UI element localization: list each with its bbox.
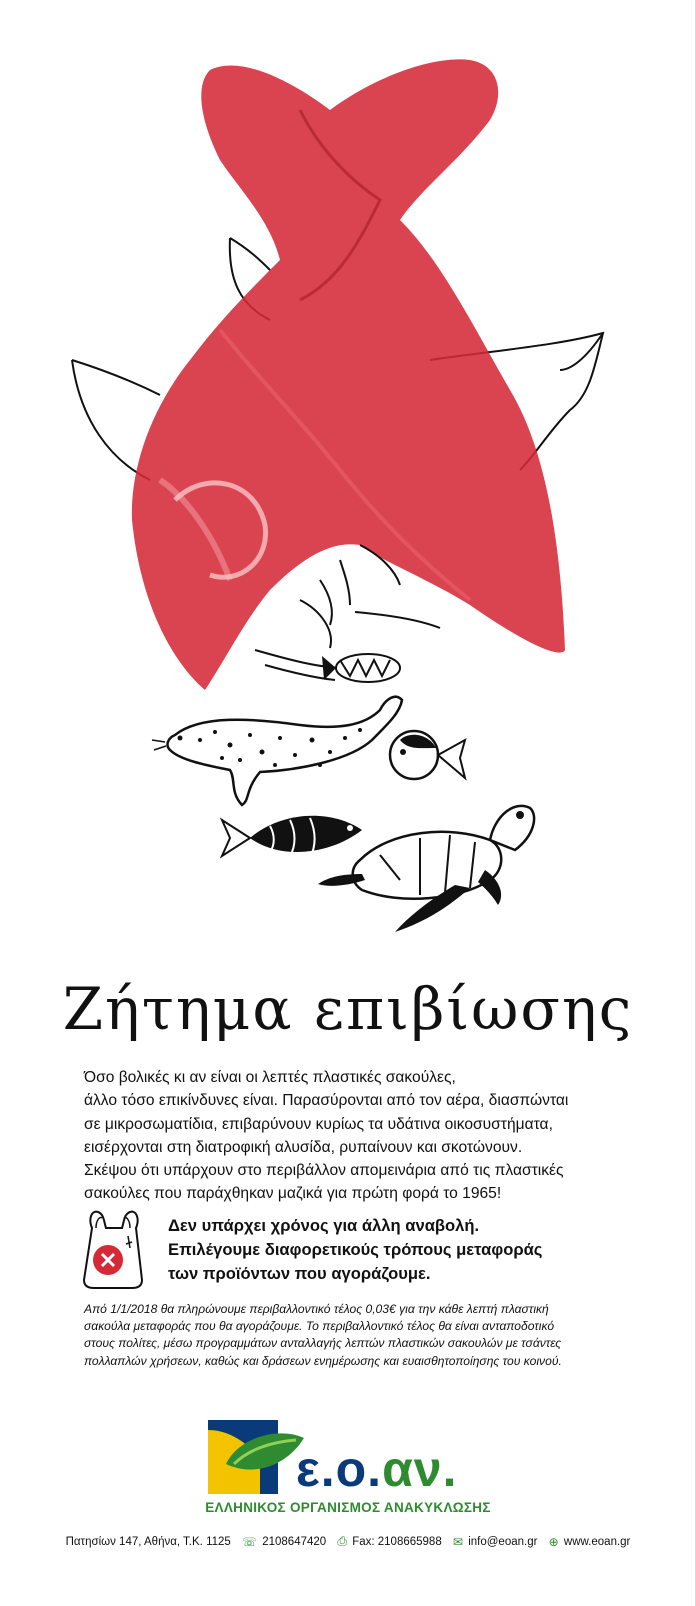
callout-line: των προϊόντων που αγοράζουμε. [168,1264,431,1283]
phone: 2108647420 [262,1535,327,1548]
body-paragraph [84,1066,644,1206]
fine-print-line: Από 1/1/2018 θα πληρώνουμε περιβαλλοντικό τέλος 0,03€ για την κάθε λεπτή πλαστική [84,1302,549,1316]
fax: Fax: 2108665988 [352,1535,442,1548]
fax-icon: ⎙ [337,1534,347,1548]
dark-fish-icon [222,816,362,858]
org-name: ΕΛΛΗΝΙΚΟΣ ΟΡΓΑΝΙΣΜΟΣ ΑΝΑΚΥΚΛΩΣΗΣ [205,1500,491,1515]
body-line: σε μικροσωματίδια, επιβαρύνουν κυρίως τα υδάτινα οικοσυστήματα, [84,1115,553,1133]
body-line: Σκέψου ότι υπάρχουν στο περιβάλλον απομεινάρια από τις πλαστικές [84,1162,564,1180]
logo-wordmark [296,1440,458,1498]
body-line: εισέρχονται στη διατροφική αλυσίδα, ρυπαίνουν και σκοτώνουν. [84,1138,523,1156]
callout [168,1214,638,1286]
fine-print-line: πολλαπλών χρήσεων, καθώς και δράσεων ενημέρωσης και ευαισθητοποίησης του κοινού. [84,1353,562,1368]
round-fish-icon [390,731,465,779]
fine-print [84,1301,644,1370]
fine-print-line: στους πολίτες, μέσω προγραμμάτων ανταλλαγής λεπτών πλαστικών σακουλών με τσάντες [84,1336,562,1351]
logo-prefix: ε.ο. [296,1441,383,1497]
address: Πατησίων 147, Αθήνα, Τ.Κ. 1125 [65,1535,231,1548]
globe-icon: ⊕ [548,1534,559,1549]
seal-icon [152,697,402,805]
website-link[interactable]: www.eoan.gr [563,1535,631,1548]
callout-line: Επιλέγουμε διαφορετικούς τρόπους μεταφοράς [168,1240,543,1259]
fine-print-line: σακούλα μεταφοράς που θα αγοράζουμε. Το περιβαλλοντικό τέλος θα είναι ανταποδοτικό [84,1319,555,1334]
striped-fish-icon [322,654,400,682]
contact-footer [0,1534,696,1549]
email-link[interactable]: info@eoan.gr [468,1535,538,1548]
phone-icon: ☏ [242,1534,258,1549]
body-line: σακούλες που παράχθηκαν μαζικά για πρώτη φορά το 1965! [84,1185,502,1203]
logo-mark-icon [208,1420,304,1494]
callout-line: Δεν υπάρχει χρόνος για άλλη αναβολή. [168,1216,480,1235]
no-bag-icon [78,1208,148,1290]
logo-suffix: αν. [382,1441,458,1497]
body-line: Όσο βολικές κι αν είναι οι λεπτές πλαστικές σακούλες, [84,1069,456,1086]
headline: Ζήτημα επιβίωσης [62,975,634,1043]
body-line: άλλο τόσο επικίνδυνες είναι. Παρασύρονται από τον αέρα, διασπώνται [84,1092,569,1110]
email-icon: ✉ [452,1534,463,1549]
